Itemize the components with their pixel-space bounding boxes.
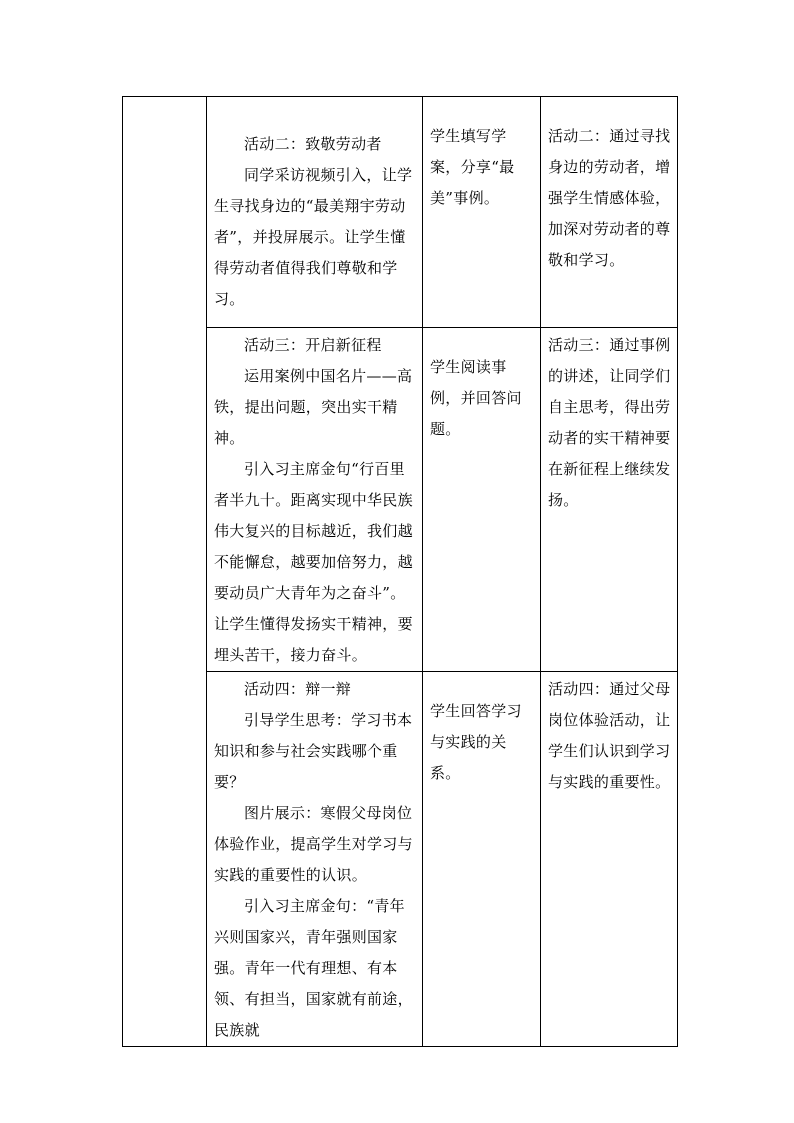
table-row [123, 672, 678, 1047]
student-activity-cell [423, 328, 541, 672]
student-activity-text: 学生回答学习与实践的关系。 [430, 702, 522, 782]
activity-title: 活动二：致敬劳动者 [244, 135, 382, 153]
lesson-plan-table [122, 96, 677, 1047]
student-activity-text: 学生填写学案，分享“最美”事例。 [430, 127, 515, 207]
activity-table [122, 96, 678, 1047]
table-row [123, 97, 678, 328]
activity-paragraph: 引入习主席金句“行百里者半九十。距离实现中华民族伟大复兴的目标越近，我们越不能懈怠，越要加倍努力，越要动员广大青年为之奋斗”。让学生懂得发扬实干精神，要埋头苦干，接力奋斗。 [214, 460, 413, 664]
activity-title: 活动四：辩一辩 [244, 680, 352, 698]
activity-title: 活动三：开启新征程 [244, 336, 382, 354]
activity-paragraph: 引入习主席金句：“青年兴则国家兴，青年强则国家强。青年一代有理想、有本领、有担当，国家就有前途，民族就 [214, 897, 413, 1039]
teacher-activity-cell [207, 672, 423, 1047]
student-activity-text: 学生阅读事例，并回答问题。 [430, 358, 522, 438]
design-intent-cell [541, 672, 678, 1047]
design-intent-text: 活动二：通过寻找身边的劳动者，增强学生情感体验，加深对劳动者的尊敬和学习。 [548, 127, 671, 269]
activity-paragraph: 引导学生思考：学习书本知识和参与社会实践哪个重要？ [214, 711, 413, 791]
teacher-activity-cell [207, 328, 423, 672]
teacher-activity-cell [207, 97, 423, 328]
table-row [123, 328, 678, 672]
stage-column-cell [123, 97, 207, 1047]
design-intent-cell [541, 328, 678, 672]
activity-paragraph: 运用案例中国名片——高铁，提出问题，突出实干精神。 [214, 367, 413, 447]
design-intent-text: 活动四：通过父母岗位体验活动，让学生们认识到学习与实践的重要性。 [548, 680, 671, 791]
activity-paragraph: 图片展示：寒假父母岗位体验作业，提高学生对学习与实践的重要性的认识。 [214, 804, 413, 884]
student-activity-cell [423, 97, 541, 328]
activity-paragraph: 同学采访视频引入，让学生寻找身边的“最美翔宇劳动者”，并投屏展示。让学生懂得劳动者值得我们尊敬和学习。 [214, 166, 413, 308]
student-activity-cell [423, 672, 541, 1047]
design-intent-text: 活动三：通过事例的讲述，让同学们自主思考，得出劳动者的实干精神要在新征程上继续发扬。 [548, 336, 671, 509]
design-intent-cell [541, 97, 678, 328]
